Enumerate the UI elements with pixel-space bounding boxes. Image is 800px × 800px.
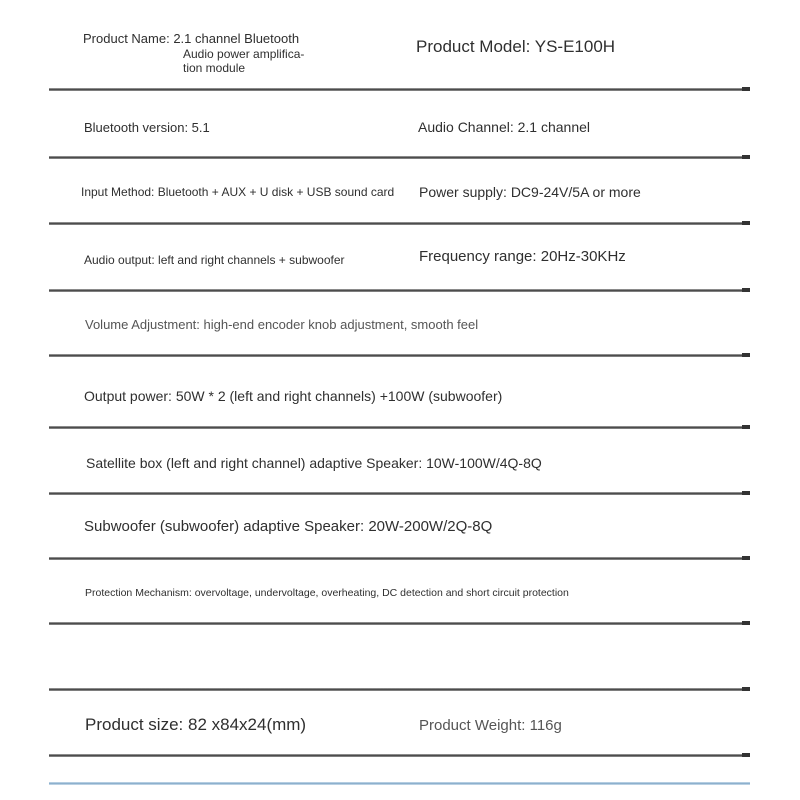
input-method: Input Method: Bluetooth + AUX + U disk + USB sound card [81,185,395,199]
product-model: Product Model: YS-E100H [416,37,616,56]
divider-1 [49,88,750,91]
output-power: Output power: 50W * 2 (left and right channels) +100W (subwoofer) [84,388,503,404]
divider-8 [49,557,750,560]
product-size: Product size: 82 x84x24(mm) [85,715,307,734]
product-name-line1: Product Name: 2.1 channel Bluetooth [83,31,300,46]
divider-4 [49,289,750,292]
product-weight: Product Weight: 116g [419,717,562,734]
product-name-line2: Audio power amplifica- [183,47,305,61]
frequency-range: Frequency range: 20Hz-30KHz [419,248,626,265]
divider-5 [49,354,750,357]
divider-blue [49,782,750,785]
divider-6 [49,426,750,429]
volume-adjustment: Volume Adjustment: high-end encoder knob adjustment, smooth feel [85,317,479,332]
divider-11 [49,754,750,757]
divider-10 [49,688,750,691]
power-supply: Power supply: DC9-24V/5A or more [419,184,641,200]
audio-channel: Audio Channel: 2.1 channel [418,119,591,135]
subwoofer: Subwoofer (subwoofer) adaptive Speaker: 20W-200W/2Q-8Q [84,518,493,535]
protection-mechanism: Protection Mechanism: overvoltage, undervoltage, overheating, DC detection and short circuit protection [85,587,569,599]
divider-9 [49,622,750,625]
audio-output: Audio output: left and right channels + subwoofer [84,253,345,267]
divider-3 [49,222,750,225]
bluetooth-version: Bluetooth version: 5.1 [84,120,210,135]
product-name [83,31,304,75]
product-name-line3: tion module [183,61,246,75]
divider-7 [49,492,750,495]
divider-2 [49,156,750,159]
satellite-box: Satellite box (left and right channel) adaptive Speaker: 10W-100W/4Q-8Q [86,455,542,471]
